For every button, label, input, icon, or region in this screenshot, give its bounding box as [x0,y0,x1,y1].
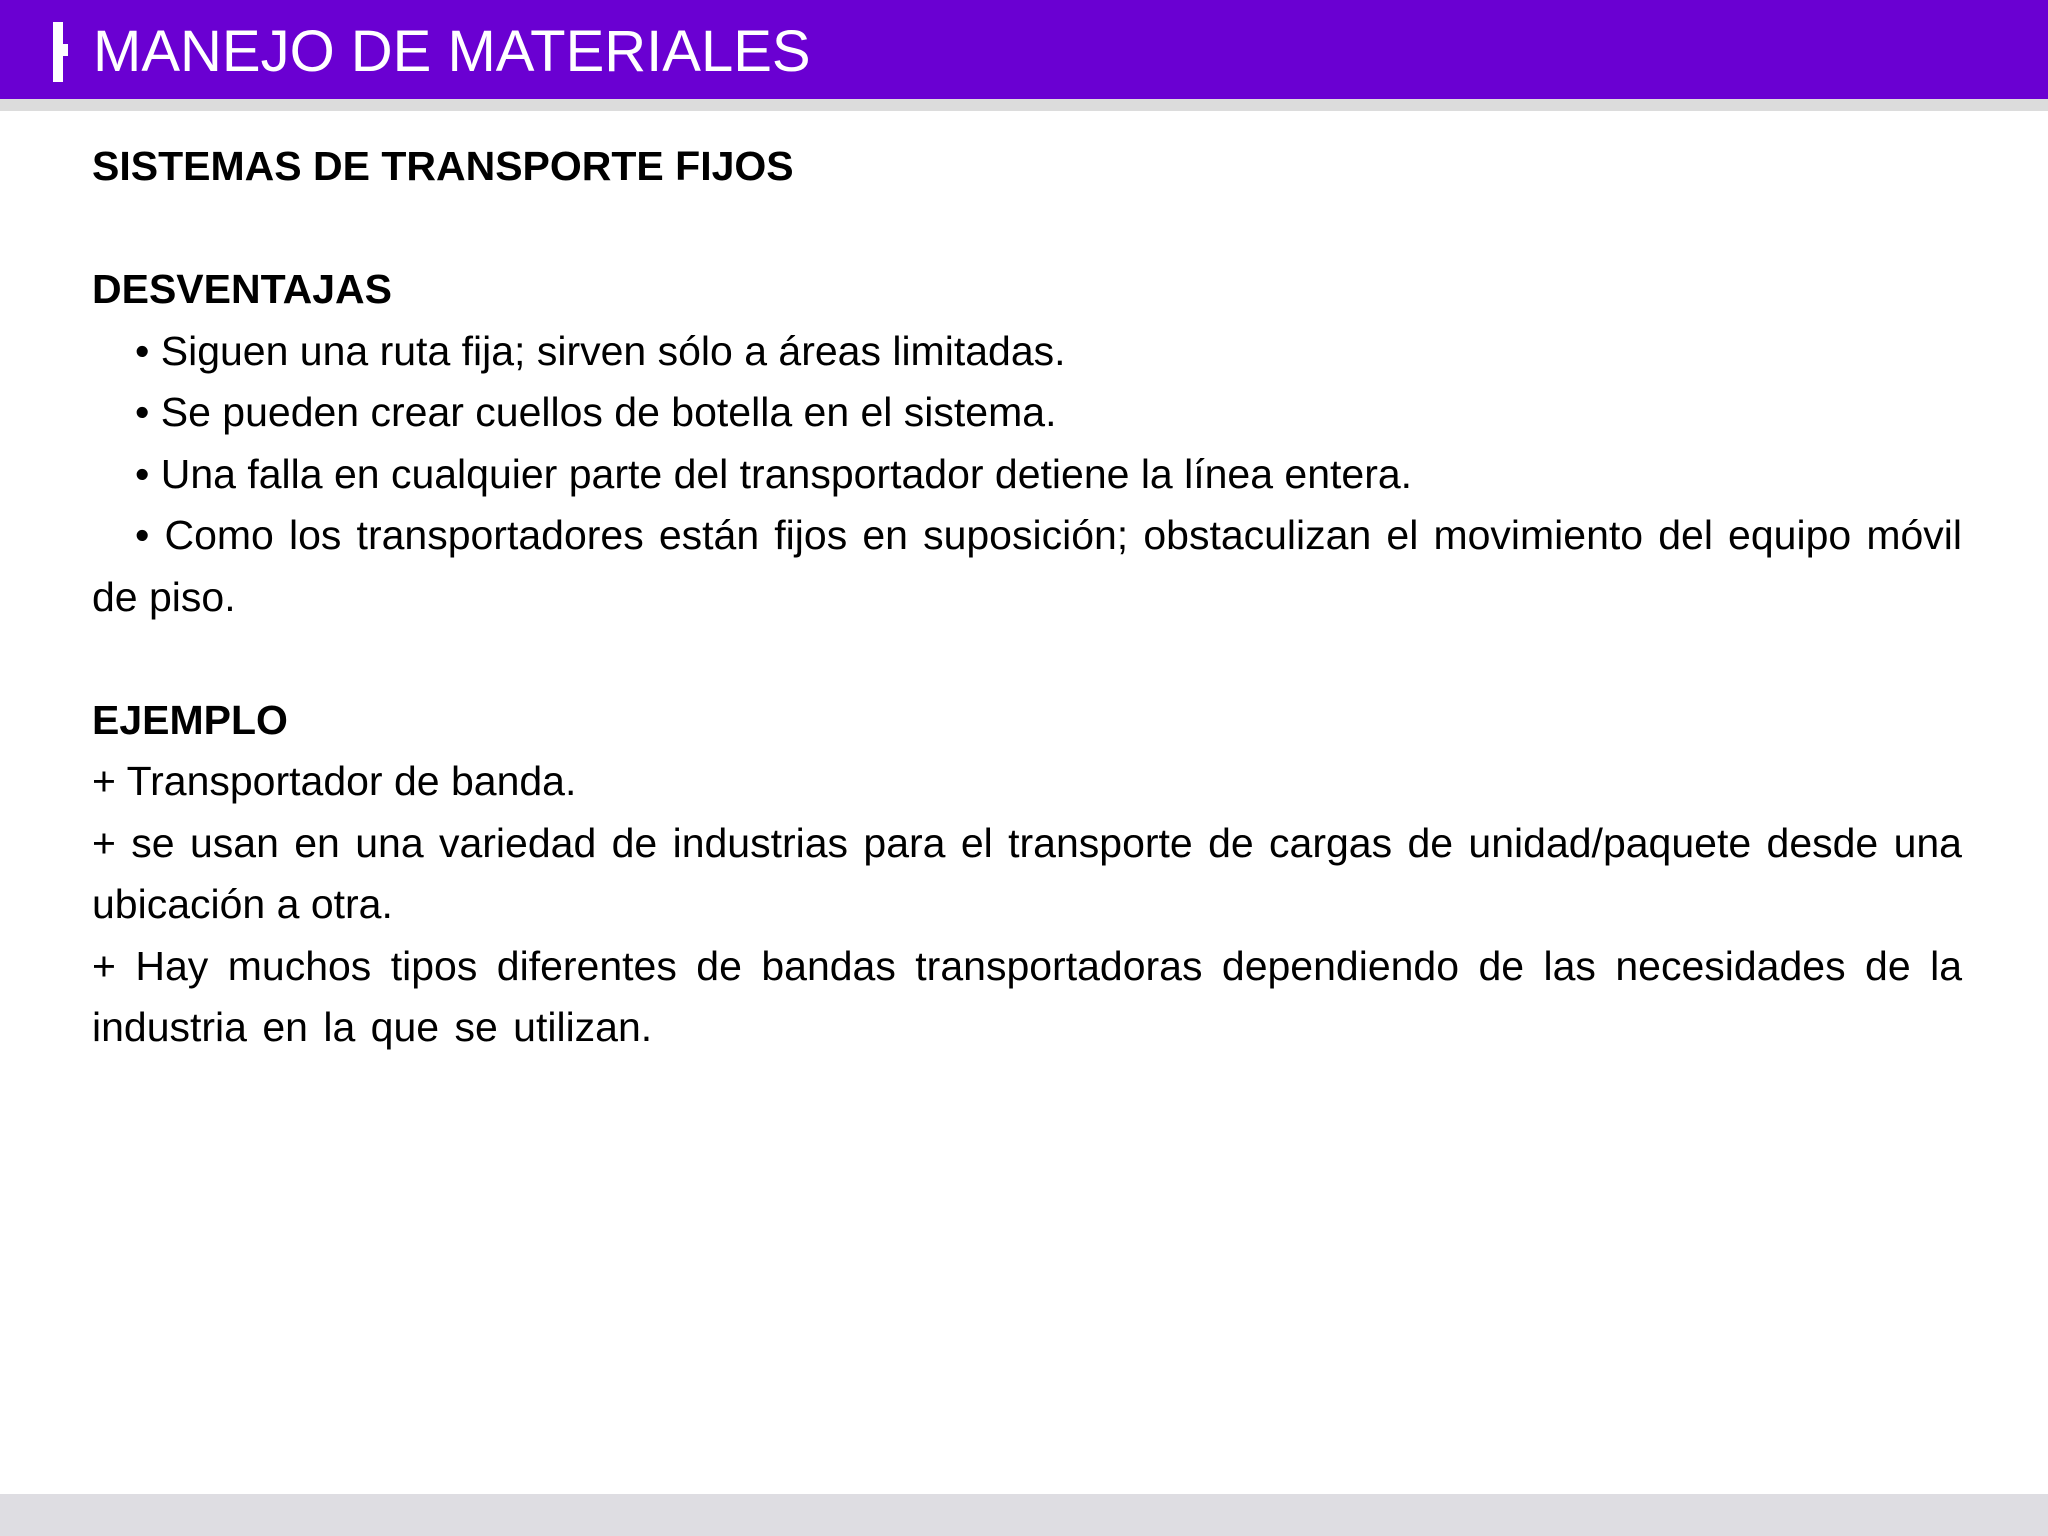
list-item: • Como los transportadores están fijos en suposición; obstaculizan el movimiento del equipo móvil de piso. [92,512,1962,620]
slide-content [92,136,1962,1059]
example-heading: EJEMPLO [92,696,288,743]
list-item: + Hay muchos tipos diferentes de bandas transportadoras dependiendo de las necesidades de la industria en la que se utilizan. [92,942,1962,1050]
header-bar [0,0,2048,99]
page-title: MANEJO DE MATERIALES [93,19,811,84]
list-item: + Transportador de banda. [92,758,577,804]
section-title: SISTEMAS DE TRANSPORTE FIJOS [92,143,794,189]
list-item: + se usan en una variedad de industrias para el transporte de cargas de unidad/paquete desde una ubicación a otra. [92,819,1962,927]
spacer [92,198,1962,260]
disadvantages-heading: DESVENTAJAS [92,266,392,312]
header-divider [0,99,2048,111]
list-item: • Una falla en cualquier parte del transportador detiene la línea entera. [135,450,1413,497]
spacer [92,628,1962,690]
list-item: • Siguen una ruta fija; sirven sólo a áreas limitadas. [135,327,1066,374]
footer-bar [0,1494,2048,1536]
header-marker-icon [53,22,63,82]
list-item: • Se pueden crear cuellos de botella en el sistema. [135,389,1057,435]
